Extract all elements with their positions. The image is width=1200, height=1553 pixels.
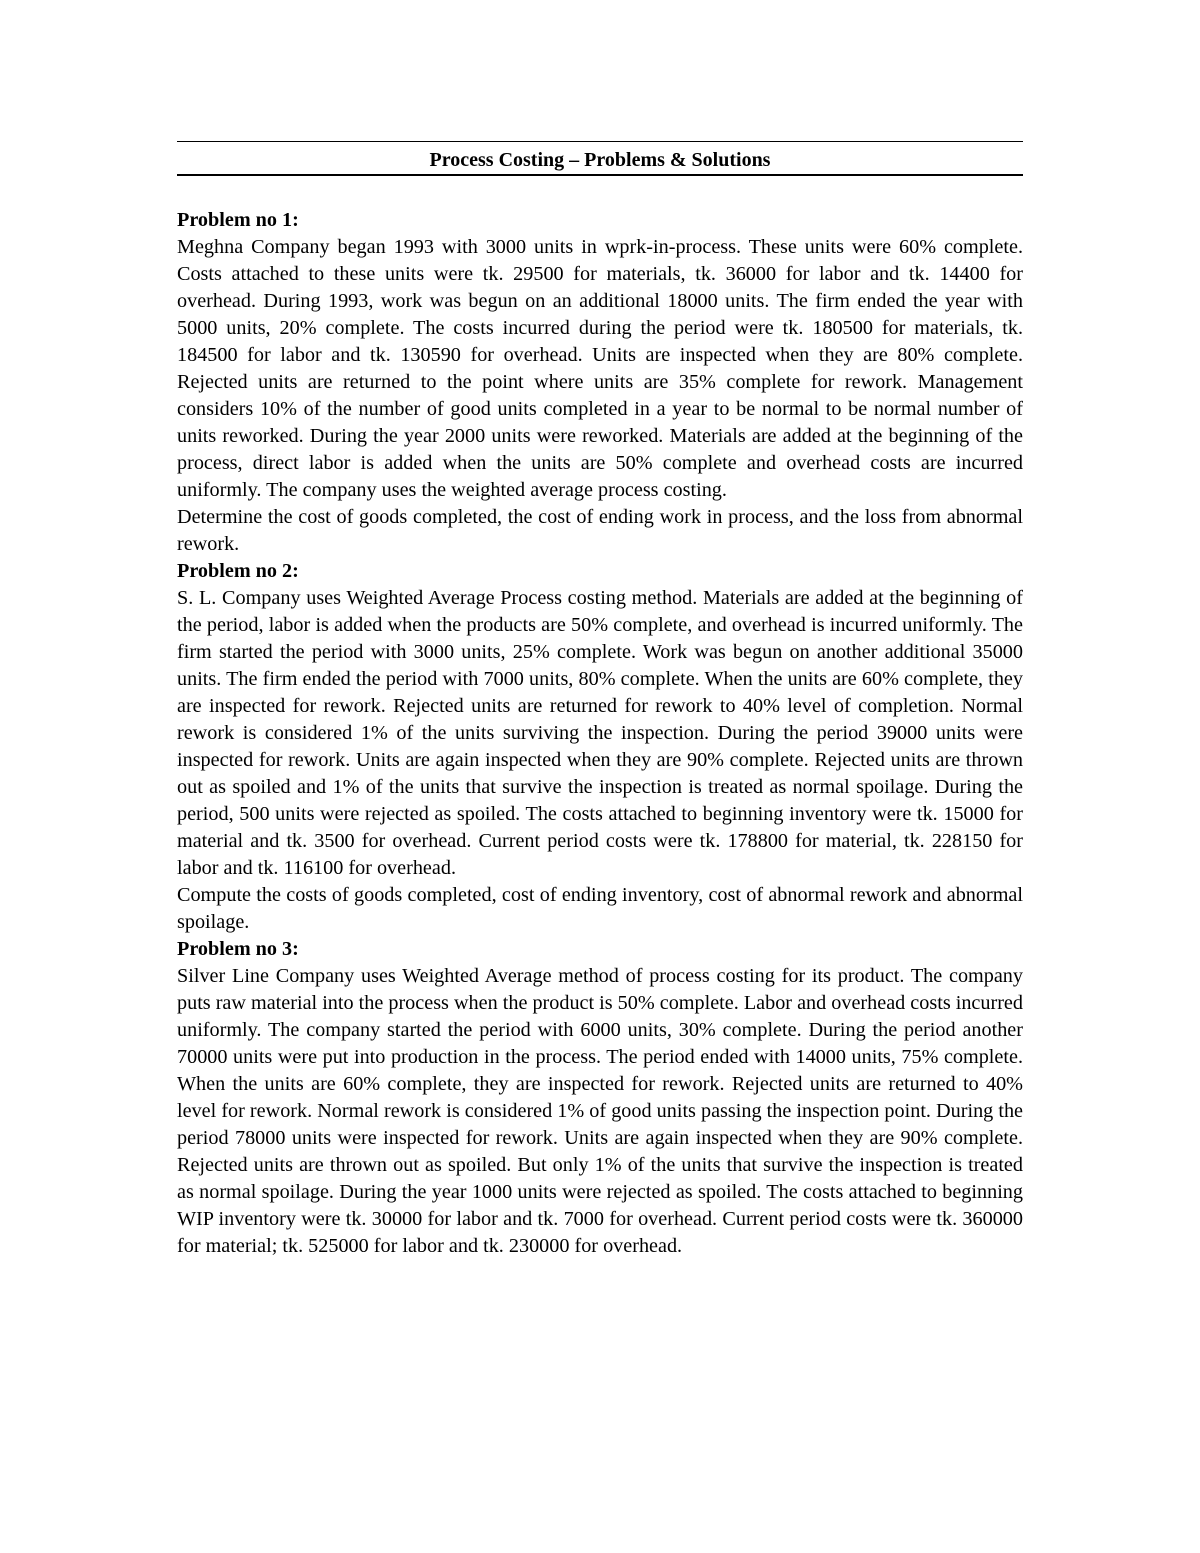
document-page xyxy=(177,141,1023,1260)
problem-1 xyxy=(177,207,1023,558)
problem-paragraph: Silver Line Company uses Weighted Average method of process costing for its product. The company puts raw material into the process when the product is 50% complete. Labor and overhead costs incurred uniformly. The company started the period with 6000 units, 30% complete. During the period another 70000 units were put into production in the process. The period ended with 14000 units, 75% complete. When the units are 60% complete, they are inspected for rework. Rejected units are returned to 40% level for rework. Normal rework is considered 1% of good units passing the inspection point. During the period 78000 units were inspected for rework. Units are again inspected when they are 90% complete. Rejected units are thrown out as spoiled. But only 1% of the units that survive the inspection is treated as normal spoilage. During the year 1000 units were rejected as spoiled. The costs attached to beginning WIP inventory were tk. 30000 for labor and tk. 7000 for overhead. Current period costs were tk. 360000 for material; tk. 525000 for labor and tk. 230000 for overhead. xyxy=(177,965,1023,1257)
document-title: Process Costing – Problems & Solutions xyxy=(429,149,771,171)
problem-paragraph: Meghna Company began 1993 with 3000 units in wprk-in-process. These units were 60% complete. Costs attached to these units were tk. 29500 for materials, tk. 36000 for labor and tk. 14400 for overhead. During 1993, work was begun on an additional 18000 units. The firm ended the year with 5000 units, 20% complete. The costs incurred during the period were tk. 180500 for materials, tk. 184500 for labor and tk. 130590 for overhead. Units are inspected when they are 80% complete. Rejected units are returned to the point where units are 35% complete for rework. Management considers 10% of the number of good units completed in a year to be normal to be normal number of units reworked. During the year 2000 units were reworked. Materials are added at the beginning of the process, direct labor is added when the units are 50% complete and overhead costs are incurred uniformly. The company uses the weighted average process costing. xyxy=(177,236,1023,501)
problem-3 xyxy=(177,936,1023,1260)
problem-paragraph: S. L. Company uses Weighted Average Process costing method. Materials are added at the beginning of the period, labor is added when the products are 50% complete, and overhead is incurred uniformly. The firm started the period with 3000 units, 25% complete. Work was begun on another additional 35000 units. The firm ended the period with 7000 units, 80% complete. When the units are 60% complete, they are inspected for rework. Rejected units are returned for rework to 40% level of completion. Normal rework is considered 1% of the units surviving the inspection. During the period 39000 units were inspected for rework. Units are again inspected when they are 90% complete. Rejected units are thrown out as spoiled and 1% of the units that survive the inspection is treated as normal spoilage. During the period, 500 units were rejected as spoiled. The costs attached to beginning inventory were tk. 15000 for material and tk. 3500 for overhead. Current period costs were tk. 178800 for material, tk. 228150 for labor and tk. 116100 for overhead. xyxy=(177,587,1023,879)
title-bottom-rule xyxy=(177,174,1023,176)
problem-2 xyxy=(177,558,1023,936)
problem-heading: Problem no 3: xyxy=(177,938,299,960)
problem-question: Compute the costs of goods completed, cost of ending inventory, cost of abnormal rework and abnormal spoilage. xyxy=(177,884,1023,933)
problem-heading: Problem no 2: xyxy=(177,560,299,582)
document-body xyxy=(177,207,1023,1260)
problem-heading: Problem no 1: xyxy=(177,209,299,231)
problem-question: Determine the cost of goods completed, the cost of ending work in process, and the loss from abnormal rework. xyxy=(177,506,1023,555)
